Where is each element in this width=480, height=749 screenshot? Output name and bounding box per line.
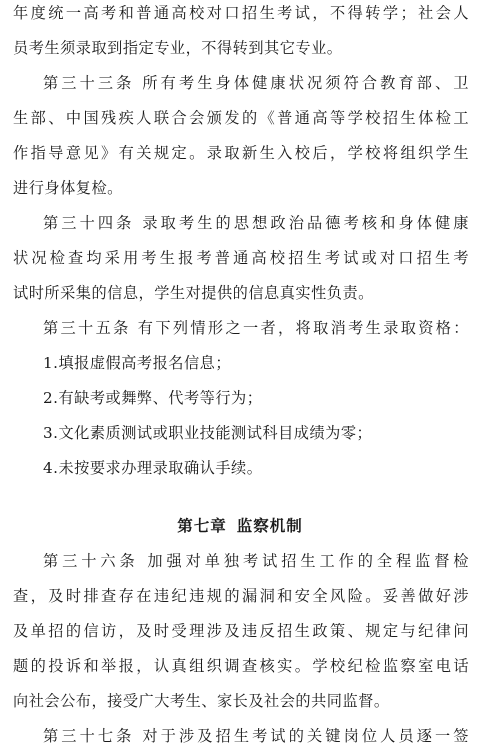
article-36-heading-line: 第三十六条 加强对单独考试招生工作的全程监督检 [43,552,469,570]
chapter-number: 第七章 [177,516,227,535]
paragraph-line: 题的投诉和举报，认真组织调查核实。学校纪检监察室电话 [13,657,469,675]
list-item: 3.文化素质测试或职业技能测试科目成绩为零； [43,424,373,442]
paragraph-line: 生部、中国残疾人联合会颁发的《普通高等学校招生体检工 [13,109,469,127]
paragraph-line: 试时所采集的信息，学生对提供的信息真实性负责。 [13,284,374,302]
paragraph-line: 员考生须录取到指定专业，不得转到其它专业。 [13,39,343,57]
paragraph-line: 查，及时排查存在违纪违规的漏洞和安全风险。妥善做好涉 [13,587,469,605]
paragraph-line: 状况检查均采用考生报考普通高校招生考试或对口招生考 [13,249,469,267]
paragraph-line: 及单招的信访，及时受理涉及违反招生政策、规定与纪律问 [13,622,469,640]
chapter-title: 监察机制 [236,516,303,535]
paragraph-line: 向社会公布，接受广大考生、家长及社会的共同监督。 [13,692,390,710]
paragraph-line: 年度统一高考和普通高校对口招生考试，不得转学；社会人 [13,4,469,22]
list-item: 2.有缺考或舞弊、代考等行为； [43,389,263,407]
article-34-heading-line: 第三十四条 录取考生的思想政治品德考核和身体健康 [43,214,469,232]
chapter-heading [0,513,480,539]
list-item: 1.填报虚假高考报名信息； [43,354,232,372]
article-33-heading-line: 第三十三条 所有考生身体健康状况须符合教育部、卫 [43,74,469,92]
paragraph-line: 进行身体复检。 [13,179,123,197]
paragraph-line: 作指导意见》有关规定。录取新生入校后，学校将组织学生 [13,144,469,162]
article-37-heading-line: 第三十七条 对于涉及招生考试的关键岗位人员逐一签 [43,727,469,745]
article-35-heading-line: 第三十五条 有下列情形之一者，将取消考生录取资格： [43,319,469,337]
list-item: 4.未按要求办理录取确认手续。 [43,459,263,477]
